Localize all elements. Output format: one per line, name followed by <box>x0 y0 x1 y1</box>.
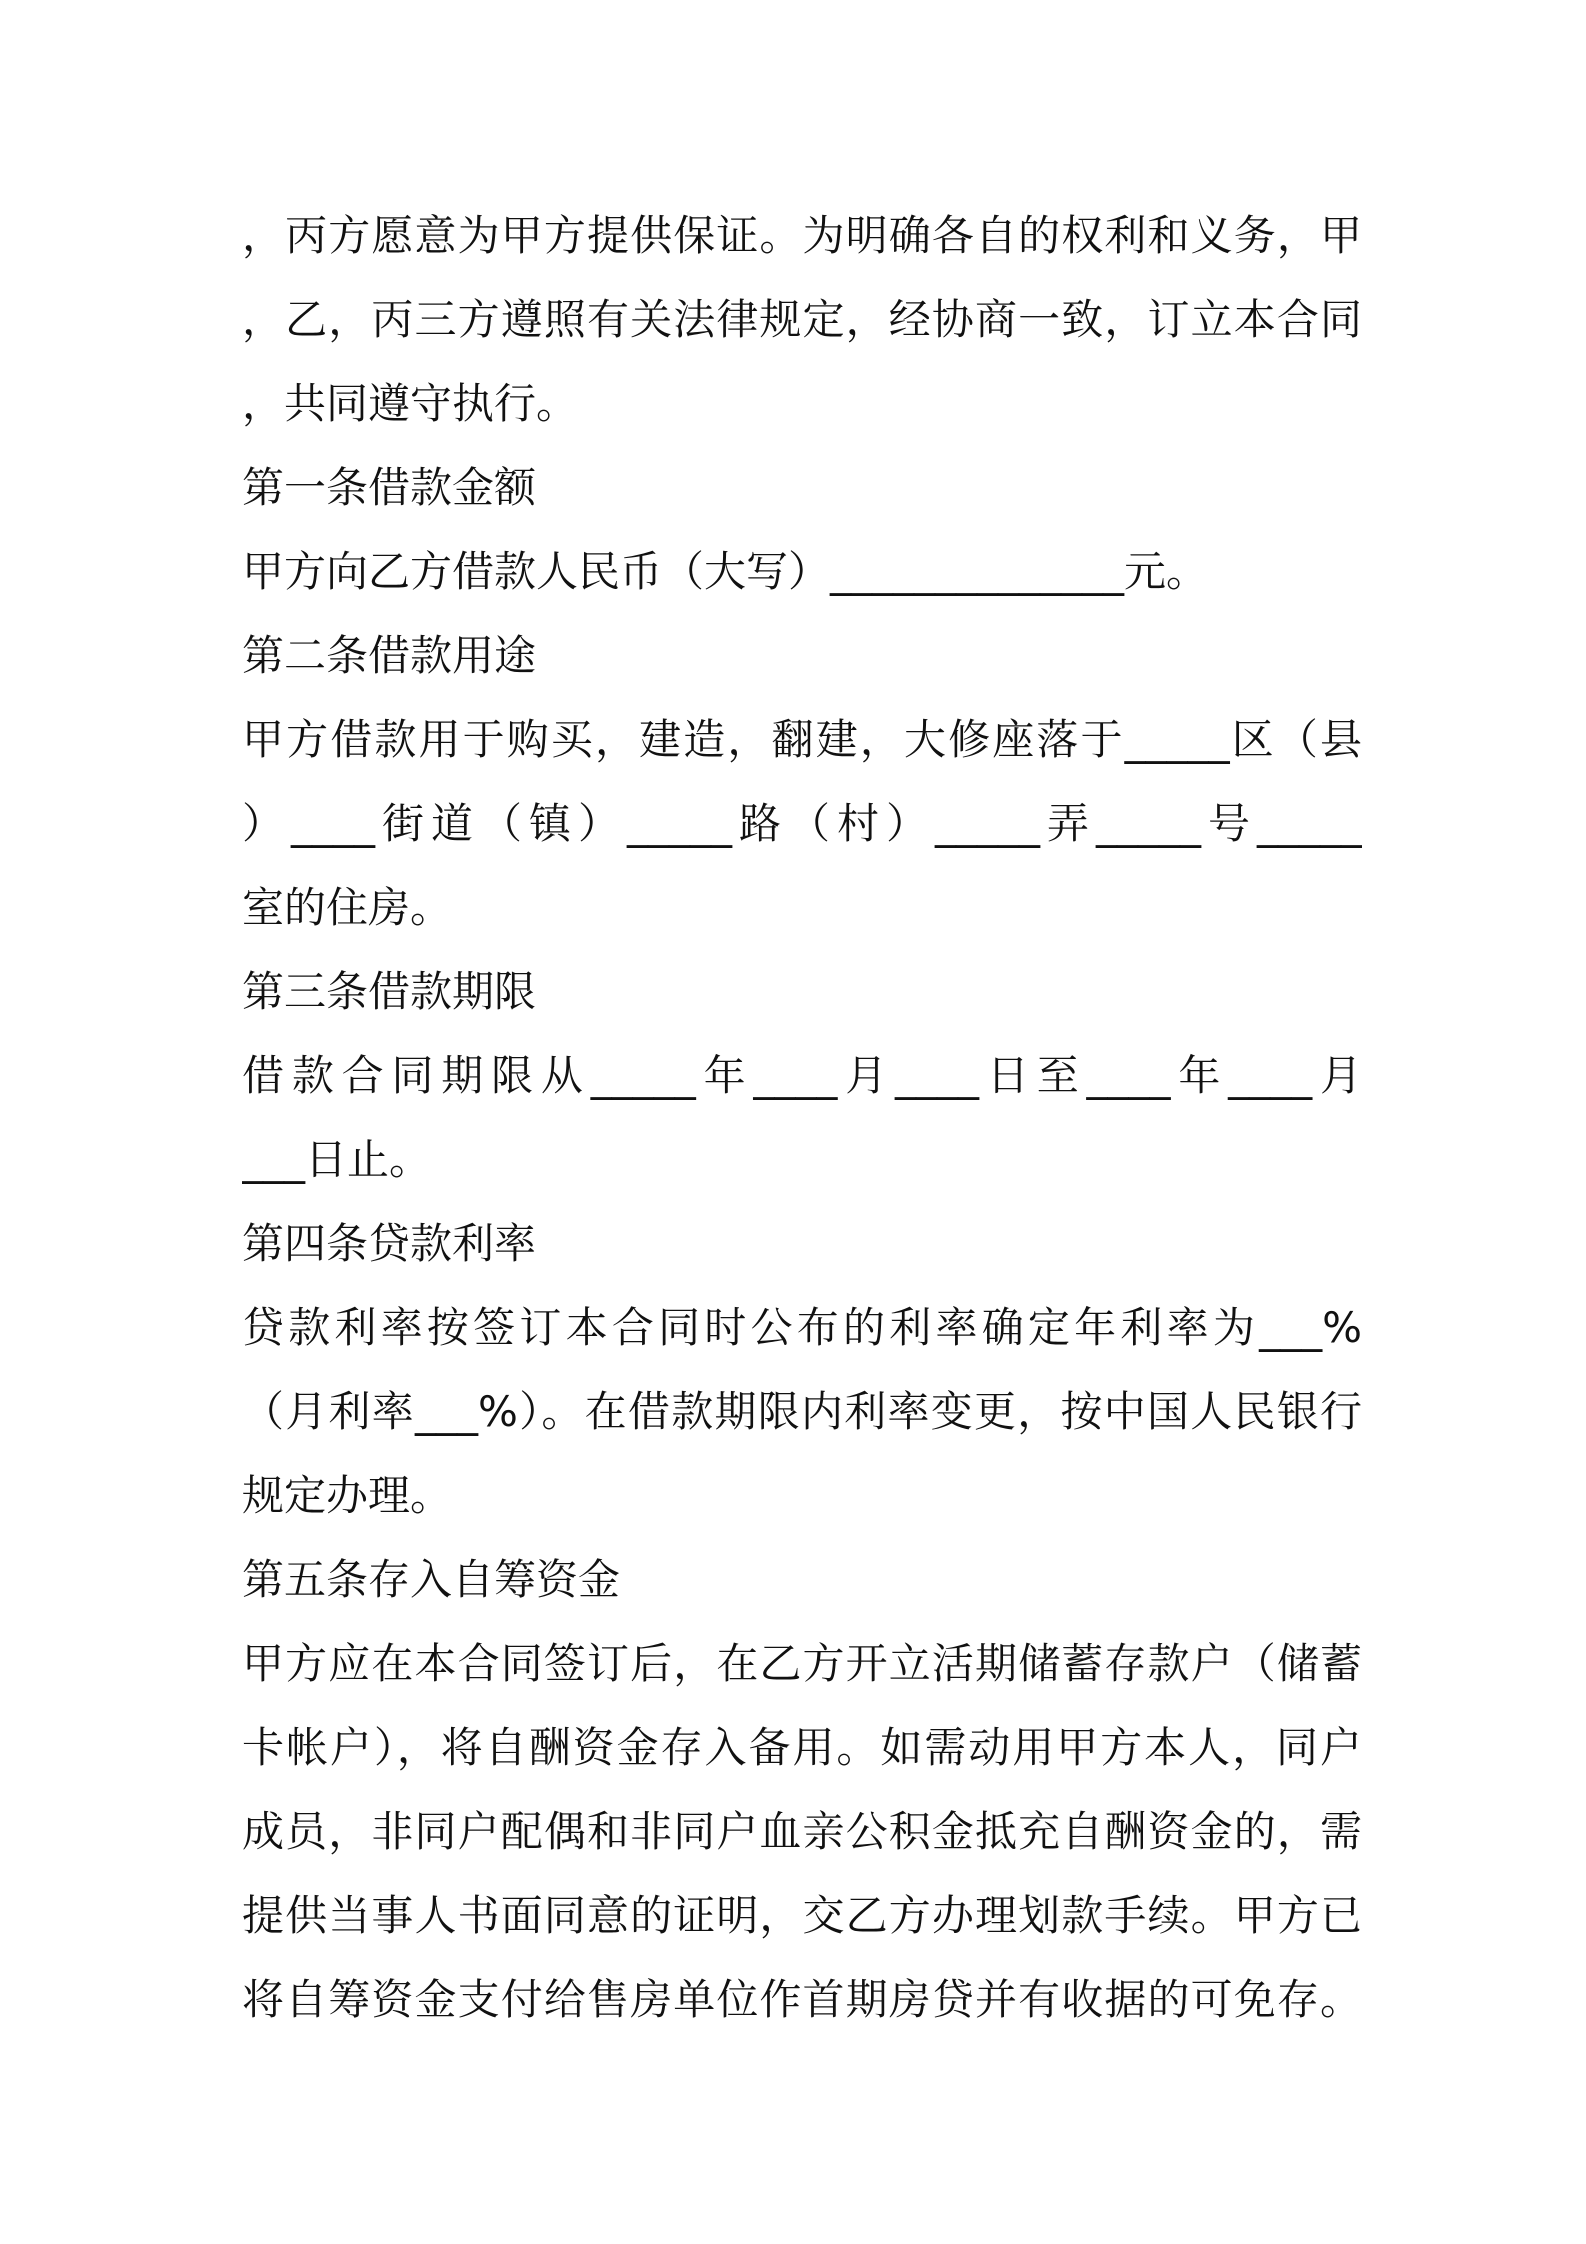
section-heading: 第二条借款用途 <box>242 631 537 680</box>
paragraph-line: 甲方向乙方借款人民币（大写）______________元。 <box>242 547 1209 596</box>
section-heading: 第一条借款金额 <box>242 463 537 512</box>
paragraph-line: 卡帐户），将自酬资金存入备用。如需动用甲方本人，同户 <box>242 1723 1362 1772</box>
paragraph-line: ）____街道（镇）_____路（村）_____弄_____号_____ <box>242 799 1362 848</box>
paragraph-line: 提供当事人书面同意的证明，交乙方办理划款手续。甲方已 <box>242 1891 1362 1940</box>
paragraph-line: 规定办理。 <box>242 1471 453 1520</box>
paragraph-line: ___日止。 <box>242 1135 432 1184</box>
paragraph-line: 室的住房。 <box>242 883 453 932</box>
paragraph-line: 借款合同期限从_____年____月____日至____年____月 <box>242 1051 1362 1100</box>
paragraph-line: 成员，非同户配偶和非同户血亲公积金抵充自酬资金的，需 <box>242 1807 1362 1856</box>
section-heading: 第三条借款期限 <box>242 967 537 1016</box>
document-body <box>242 194 1362 2042</box>
paragraph-line: ，乙，丙三方遵照有关法律规定，经协商一致，订立本合同 <box>242 295 1362 344</box>
paragraph-line: ，共同遵守执行。 <box>242 379 579 428</box>
paragraph-line: 甲方借款用于购买，建造，翻建，大修座落于_____区（县 <box>242 715 1362 764</box>
paragraph-line: 甲方应在本合同签订后，在乙方开立活期储蓄存款户（储蓄 <box>242 1639 1362 1688</box>
section-heading: 第五条存入自筹资金 <box>242 1555 621 1604</box>
paragraph-line: 将自筹资金支付给售房单位作首期房贷并有收据的可免存。 <box>242 1975 1362 2024</box>
paragraph-line: ，丙方愿意为甲方提供保证。为明确各自的权利和义务，甲 <box>242 211 1362 260</box>
paragraph-line: （月利率___%）。在借款期限内利率变更，按中国人民银行 <box>242 1387 1362 1436</box>
paragraph-line: 贷款利率按签订本合同时公布的利率确定年利率为___% <box>242 1303 1362 1352</box>
section-heading: 第四条贷款利率 <box>242 1219 537 1268</box>
